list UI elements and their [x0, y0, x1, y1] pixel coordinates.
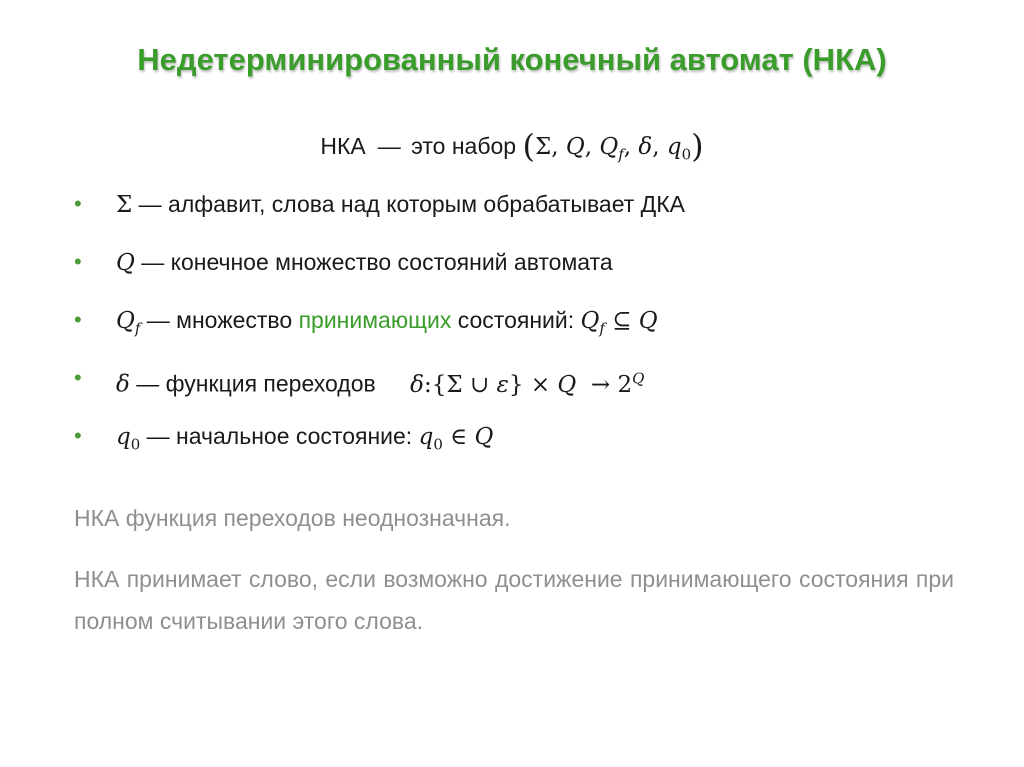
power-exponent: Q [632, 369, 645, 387]
delta-symbol: δ [116, 371, 130, 398]
list-item-alphabet [70, 180, 970, 238]
q0-sub: 0 [130, 435, 141, 454]
tuple-close: ) [691, 127, 704, 165]
arrow-op: → [590, 371, 611, 398]
bullet: • [74, 365, 82, 390]
bullet: • [74, 423, 82, 448]
tuple-sep: , [652, 134, 660, 160]
q0-symbol [116, 424, 141, 454]
tuple-qf-sub: f [618, 145, 624, 164]
list-item-accepting [70, 296, 970, 354]
set-open: { [431, 371, 447, 398]
item-text-a: — множество [146, 307, 293, 333]
formula-lhs-sub: 0 [433, 435, 443, 454]
definition-intro [0, 127, 1024, 165]
highlight-accepting: принимающих [298, 307, 452, 333]
formula-q: Q [557, 371, 577, 398]
formula-rhs: Q [474, 424, 494, 450]
item-text: — конечное множество состояний автомата [141, 249, 613, 275]
tuple-q: Q [565, 134, 585, 160]
bullet: • [74, 307, 82, 332]
q-symbol: Q [116, 250, 135, 276]
item-text: — алфавит, слова над которым обрабатывает ДКА [138, 191, 685, 217]
subset-op: ⊆ [612, 308, 632, 334]
nka-label: НКА [320, 133, 366, 159]
tuple-open: ( [522, 127, 535, 165]
slide-title: Недетерминированный конечный автомат (НКА) [137, 42, 887, 77]
qf-sub: f [134, 319, 141, 338]
set-close: } [508, 371, 524, 398]
element-op: ∈ [450, 424, 468, 450]
formula-lhs: Q [580, 308, 600, 334]
tuple-q0: q [666, 134, 682, 160]
times-op: × [530, 371, 551, 398]
tuple-sep: , [584, 134, 593, 160]
set-sigma: Σ [446, 371, 463, 398]
formula-rhs: Q [638, 308, 658, 334]
subset-formula [580, 308, 658, 338]
set-epsilon: ε [496, 371, 509, 398]
item-text: — начальное состояние: [146, 423, 413, 449]
formula-colon: : [423, 371, 432, 398]
definition-list [70, 180, 970, 470]
list-item-initial [70, 412, 970, 470]
qf-letter: Q [116, 308, 135, 334]
tuple-qf: Q [599, 134, 619, 160]
item-text-b: состояний: [457, 307, 575, 333]
tuple-delta: δ [638, 134, 653, 160]
tuple-formula [522, 127, 704, 165]
bullet: • [74, 249, 82, 274]
intro-text: это набор [411, 133, 517, 159]
formula-lhs-sub: f [599, 319, 605, 338]
formula-lhs: q [418, 424, 434, 450]
transition-formula [410, 369, 645, 398]
sigma-symbol: Σ [116, 192, 133, 218]
note-ambiguous: НКА функция переходов неоднозначная. [74, 505, 511, 531]
intro-dash: — [377, 133, 401, 159]
q0-letter: q [116, 424, 131, 450]
formula-delta: δ [410, 371, 424, 398]
tuple-q0-sub: 0 [681, 145, 692, 164]
power-base: 2 [617, 371, 633, 398]
list-item-transition [70, 354, 970, 412]
tuple-sigma: Σ [534, 134, 552, 160]
bullet: • [74, 191, 82, 216]
note-acceptance: НКА принимает слово, если возможно достижение принимающего состояния при полном считывании этого слова. [74, 566, 954, 634]
item-text: — функция переходов [136, 370, 376, 397]
qf-symbol [116, 308, 141, 338]
tuple-sep: , [551, 134, 559, 160]
membership-formula [418, 424, 494, 454]
union-op: ∪ [469, 371, 490, 398]
tuple-sep: , [623, 134, 632, 160]
list-item-states [70, 238, 970, 296]
